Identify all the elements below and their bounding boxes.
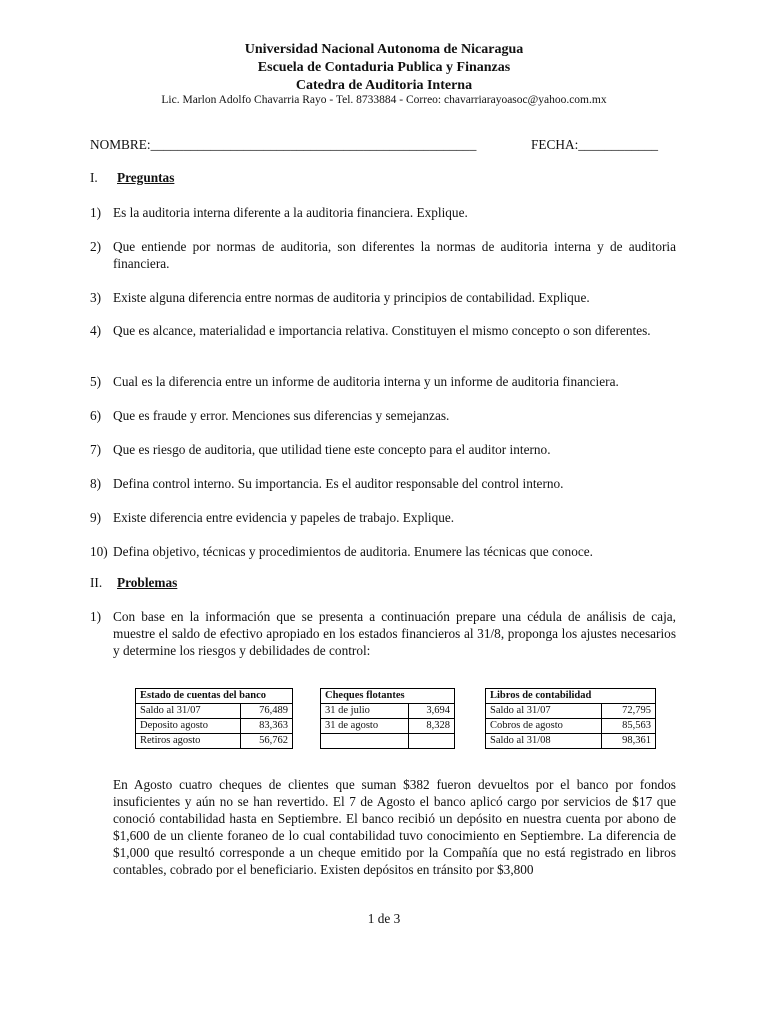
row-value: 76,489	[241, 704, 293, 719]
problem-number: 1)	[90, 609, 102, 624]
question-text: Defina objetivo, técnicas y procedimientos de auditoria. Enumere las técnicas que conoce.	[113, 544, 593, 559]
table-row	[136, 734, 293, 749]
question-number: 7)	[90, 442, 102, 457]
row-label: Deposito agosto	[136, 719, 241, 734]
row-value: 3,694	[408, 704, 454, 719]
table-row	[321, 704, 455, 719]
question-text: Existe alguna diferencia entre normas de auditoria y principios de contabilidad. Explique.	[113, 290, 590, 305]
question-number: 1)	[90, 205, 102, 220]
section-2-number: II.	[90, 575, 103, 590]
table-row	[486, 734, 656, 749]
question-number: 8)	[90, 476, 102, 491]
row-value: 8,328	[408, 719, 454, 734]
row-label: Cobros de agosto	[486, 719, 602, 734]
question-text: Es la auditoria interna diferente a la auditoria financiera. Explique.	[113, 205, 468, 220]
question-text: Cual es la diferencia entre un informe de auditoria interna y un informe de auditoria financiera.	[113, 374, 619, 389]
table-title: Libros de contabilidad	[486, 689, 656, 704]
table-row	[321, 719, 455, 734]
question-text: Que es alcance, materialidad e importancia relativa. Constituyen el mismo concepto o son diferentes.	[113, 323, 651, 338]
section-1-title: Preguntas	[117, 170, 175, 185]
question-number: 6)	[90, 408, 102, 423]
row-value: 98,361	[602, 734, 656, 749]
question-number: 2)	[90, 239, 102, 254]
row-label: 31 de agosto	[321, 719, 409, 734]
table-title: Estado de cuentas del banco	[136, 689, 293, 704]
row-label: 31 de julio	[321, 704, 409, 719]
table-row	[136, 719, 293, 734]
problem-paragraph: En Agosto cuatro cheques de clientes que suman $382 fueron devueltos por el banco por fondos insuficientes y aún no se han revertido. El 7 de Agosto el banco aplicó cargo por servicios de $17 que conoció contabilidad hasta en Septiembre. El banco recibió un depósito en nuestra cuenta por abono de $1,600 de un cliente foraneo de lo cual contabilidad tuvo conocimiento en Septiembre. La diferencia de $1,000 que resultó corresponde a un cheque emitido por la Compañía que no está registrado en libros contables, cobrado por el beneficiario. Existen depósitos en tránsito por $3,800	[113, 777, 676, 877]
question-text: Defina control interno. Su importancia. Es el auditor responsable del control interno.	[113, 476, 564, 491]
table-row	[486, 719, 656, 734]
table-row	[321, 734, 455, 749]
floating-checks-table	[320, 688, 455, 749]
section-1-number: I.	[90, 170, 98, 185]
row-label: Retiros agosto	[136, 734, 241, 749]
table-row	[486, 704, 656, 719]
question-text: Existe diferencia entre evidencia y papeles de trabajo. Explique.	[113, 510, 455, 525]
bank-statement-table	[135, 688, 293, 749]
books-table	[485, 688, 656, 749]
contact-line: Lic. Marlon Adolfo Chavarria Rayo - Tel. 8733884 - Correo: chavarriarayoasoc@yahoo.com.mx	[161, 94, 607, 106]
question-number: 10)	[90, 544, 108, 559]
section-1-heading	[90, 169, 175, 186]
university-title: Universidad Nacional Autonoma de Nicaragua	[244, 42, 524, 57]
table-row	[136, 704, 293, 719]
question-number: 9)	[90, 510, 102, 525]
problem-text: Con base en la información que se presenta a continuación prepare una cédula de análisis de caja, muestre el saldo de efectivo apropiado en los estados financieros al 31/8, proponga los ajustes necesarios y determine los riesgos y debilidades de control:	[113, 609, 676, 658]
question-number: 5)	[90, 374, 102, 389]
course-title: Catedra de Auditoria Interna	[295, 78, 473, 93]
name-field: NOMBRE:_________________________________________________	[90, 137, 477, 152]
row-value: 83,363	[241, 719, 293, 734]
question-text: Que es fraude y error. Menciones sus diferencias y semejanzas.	[113, 408, 450, 423]
question-text: Que entiende por normas de auditoria, son diferentes la normas de auditoria interna y de auditoria financiera.	[113, 239, 676, 271]
table-title: Cheques flotantes	[321, 689, 455, 704]
question-text: Que es riesgo de auditoria, que utilidad tiene este concepto para el auditor interno.	[113, 442, 551, 457]
row-label: Saldo al 31/07	[486, 704, 602, 719]
question-number: 4)	[90, 323, 102, 338]
school-title: Escuela de Contaduria Publica y Finanzas	[257, 60, 511, 75]
row-label: Saldo al 31/07	[136, 704, 241, 719]
page-number: 1 de 3	[367, 911, 401, 926]
row-label: Saldo al 31/08	[486, 734, 602, 749]
row-value: 72,795	[602, 704, 656, 719]
question-number: 3)	[90, 290, 102, 305]
row-label	[321, 734, 409, 749]
row-value: 56,762	[241, 734, 293, 749]
row-value	[408, 734, 454, 749]
date-field: FECHA:____________	[531, 137, 659, 152]
section-2-heading	[90, 574, 178, 591]
section-2-title: Problemas	[117, 575, 178, 590]
row-value: 85,563	[602, 719, 656, 734]
